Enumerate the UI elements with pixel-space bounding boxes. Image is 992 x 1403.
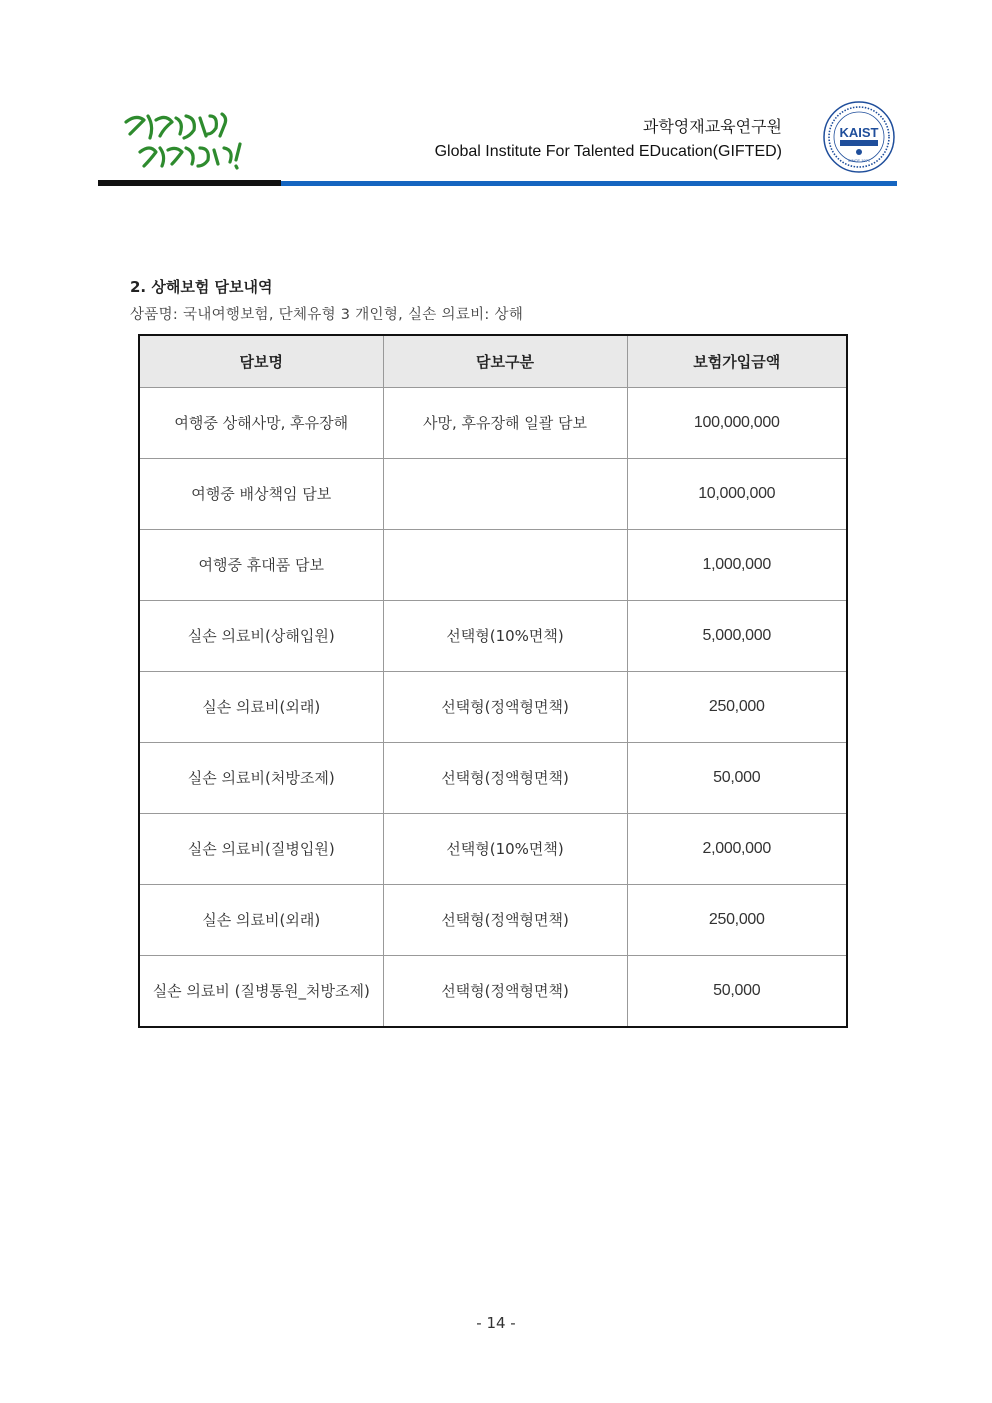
product-description: 상품명: 국내여행보험, 단체유형 3 개인형, 실손 의료비: 상해 (130, 307, 524, 323)
slogan-logo (118, 108, 258, 174)
insured-amount: 2,000,000 (627, 814, 847, 885)
table-row (139, 885, 847, 956)
table-row (139, 814, 847, 885)
insured-amount: 100,000,000 (627, 388, 847, 459)
header-coverage-name: 담보명 (139, 335, 383, 388)
section-heading: 2. 상해보험 담보내역 (130, 278, 273, 296)
coverage-type: 사망, 후유장해 일괄 담보 (383, 388, 627, 459)
svg-text:SINCE 1971: SINCE 1971 (847, 158, 871, 163)
coverage-type: 선택형(정액형면책) (383, 885, 627, 956)
insured-amount: 5,000,000 (627, 601, 847, 672)
table-row (139, 388, 847, 459)
coverage-type: 선택형(10%면책) (383, 814, 627, 885)
insured-amount: 50,000 (627, 743, 847, 814)
coverage-name: 실손 의료비(외래) (139, 672, 383, 743)
insured-amount: 250,000 (627, 885, 847, 956)
table-row (139, 672, 847, 743)
table-row (139, 459, 847, 530)
insured-amount: 50,000 (627, 956, 847, 1028)
coverage-name: 실손 의료비 (질병통원_처방조제) (139, 956, 383, 1028)
table-row (139, 743, 847, 814)
insured-amount: 1,000,000 (627, 530, 847, 601)
coverage-name: 여행중 상해사망, 후유장해 (139, 388, 383, 459)
coverage-table (138, 334, 848, 1028)
table-header-row (139, 335, 847, 388)
coverage-type: 선택형(10%면책) (383, 601, 627, 672)
institute-block (435, 116, 782, 164)
coverage-name: 여행중 배상책임 담보 (139, 459, 383, 530)
header-rule-black (98, 180, 281, 186)
header-rule-blue (281, 181, 897, 186)
coverage-type: 선택형(정액형면책) (383, 956, 627, 1028)
coverage-name: 실손 의료비(처방조제) (139, 743, 383, 814)
coverage-type: 선택형(정액형면책) (383, 743, 627, 814)
page-number: - 14 - (476, 1314, 516, 1332)
table-row (139, 601, 847, 672)
coverage-name: 실손 의료비(질병입원) (139, 814, 383, 885)
coverage-name: 여행중 휴대품 담보 (139, 530, 383, 601)
institute-name-en: Global Institute For Talented EDucation(GIFTED) (434, 143, 782, 160)
table-row (139, 530, 847, 601)
table-row (139, 956, 847, 1028)
coverage-name: 실손 의료비(상해입원) (139, 601, 383, 672)
coverage-type: 선택형(정액형면책) (383, 672, 627, 743)
insured-amount: 10,000,000 (627, 459, 847, 530)
insured-amount: 250,000 (627, 672, 847, 743)
header-coverage-type: 담보구분 (383, 335, 627, 388)
coverage-type (383, 530, 627, 601)
header-insured-amount: 보험가입금액 (627, 335, 847, 388)
coverage-type (383, 459, 627, 530)
institute-name-ko: 과학영재교육연구원 (642, 117, 782, 136)
svg-text:KAIST: KAIST (839, 125, 879, 140)
coverage-name: 실손 의료비(외래) (139, 885, 383, 956)
kaist-seal-logo (822, 100, 896, 174)
